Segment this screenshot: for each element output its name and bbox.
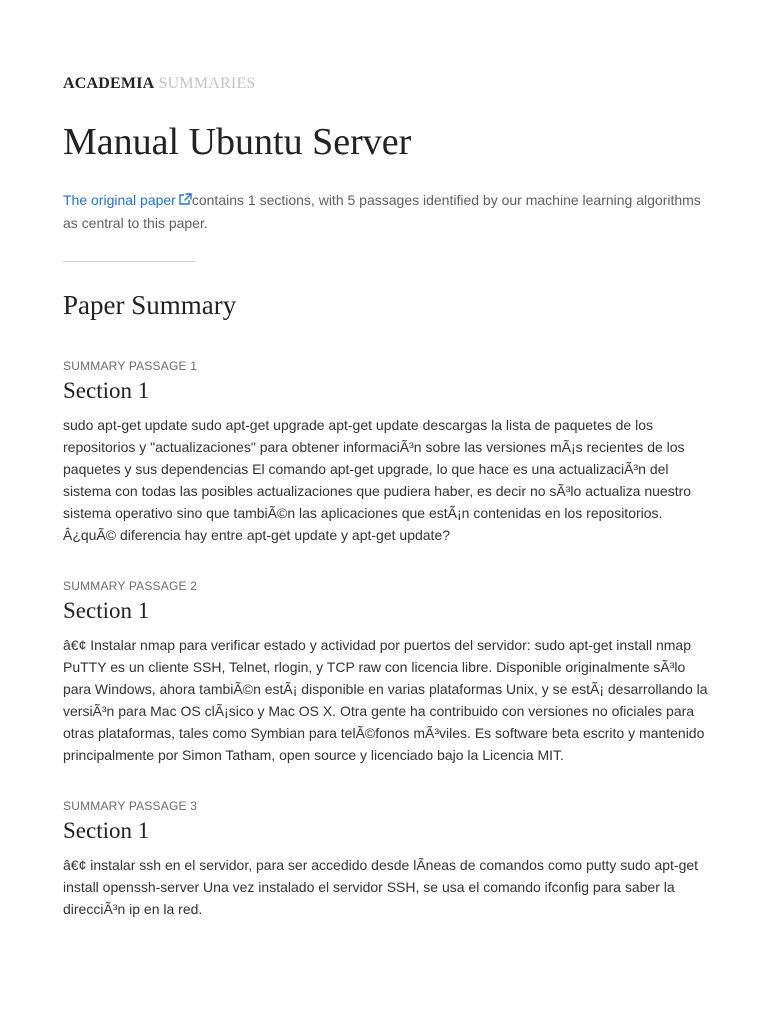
passage-label: SUMMARY PASSAGE 1	[63, 359, 198, 373]
brand-primary: ACADEMIA	[63, 75, 155, 92]
site-logo[interactable]	[63, 75, 256, 93]
intro-paragraph	[63, 189, 703, 234]
summary-passage	[63, 578, 713, 766]
original-paper-link-label: The original paper	[63, 192, 176, 208]
brand-secondary: SUMMARIES	[158, 75, 256, 92]
original-paper-link[interactable]	[63, 192, 192, 208]
passage-text: sudo apt-get update sudo apt-get upgrade apt-get update descargas la lista de paquetes de los repositorios y "actualizaciones" para obtener informaciÃ³n sobre las versiones mÃ¡s recientes de los paquetes y sus dependencias El comando apt-get upgrade, lo que hace es una actualizaciÃ³n del sistema con todas las posibles actualizaciones que pudiera haber, es decir no sÃ³lo actualiza nuestro sistema operativo sino que tambiÃ©n las aplicaciones que estÃ¡n contenidas en los repositorios. Â¿quÃ© diferencia hay entre apt-get update y apt-get update?	[63, 417, 692, 543]
paper-summary-heading: Paper Summary	[63, 290, 237, 320]
passage-text: â€¢ instalar ssh en el servidor, para ser accedido desde lÃneas de comandos como putty sudo apt-get install openssh-server Una vez instalado el servidor SSH, se usa el comando ifconfig para saber la direcciÃ³n ip en la red.	[63, 857, 699, 917]
external-link-icon	[178, 190, 192, 212]
intro-text: contains 1 sections, with 5 passages identified by our machine learning algorithms as central to this paper.	[63, 192, 701, 231]
passage-section-title: Section 1	[63, 598, 150, 623]
passage-section-title: Section 1	[63, 378, 150, 403]
passage-label: SUMMARY PASSAGE 3	[63, 799, 198, 813]
summary-passage	[63, 798, 713, 920]
passage-label: SUMMARY PASSAGE 2	[63, 579, 198, 593]
page-title: Manual Ubuntu Server	[63, 121, 412, 163]
passage-section-title: Section 1	[63, 818, 150, 843]
summary-passage	[63, 358, 713, 546]
divider	[63, 261, 196, 262]
passage-text: â€¢ Instalar nmap para verificar estado y actividad por puertos del servidor: sudo apt-get install nmap PuTTY es un cliente SSH, Telnet, rlogin, y TCP raw con licencia libre. Disponible originalmente sÃ³lo para Windows, ahora tambiÃ©n estÃ¡ disponible en varias plataformas Unix, y se estÃ¡ desarrollando la versiÃ³n para Mac OS clÃ¡sico y Mac OS X. Otra gente ha contribuido con versiones no oficiales para otras plataformas, tales como Symbian para telÃ©fonos mÃ³viles. Es software beta escrito y mantenido principalmente por Simon Tatham, open source y licenciado bajo la Licencia MIT.	[63, 637, 708, 763]
